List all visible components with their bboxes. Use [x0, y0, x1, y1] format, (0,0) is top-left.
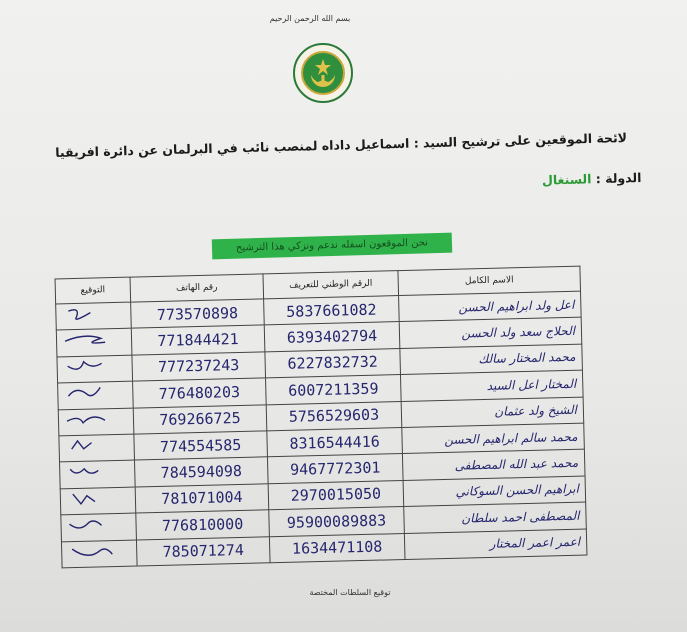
- handwritten-signature-icon: [62, 383, 122, 402]
- national-id-cell: 9467772301: [267, 454, 403, 484]
- signature-cell: [56, 328, 132, 356]
- endorsement-banner: نحن الموقعون اسفله ندعم ونزكي هذا الترشيح: [212, 233, 452, 260]
- name-cell: الحلاج سعد ولد الحسن: [399, 318, 582, 349]
- handwritten-signature-icon: [63, 436, 123, 455]
- signature-cell: [60, 460, 136, 488]
- name-cell: اعل ولد ابراهيم الحسن: [399, 291, 582, 322]
- column-national-id: الرقم الوطني للتعريف: [263, 271, 399, 299]
- name-cell: المصطفى احمد سلطان: [404, 502, 587, 533]
- signature-cell: [57, 355, 133, 383]
- phone-cell: 774554585: [134, 431, 268, 461]
- signature-cell: [58, 381, 134, 409]
- country-label: الدولة :: [595, 170, 642, 187]
- column-signature: التوقيع: [55, 277, 131, 304]
- mauritania-seal-icon: [292, 42, 354, 104]
- national-id-cell: 6393402794: [264, 322, 400, 352]
- name-cell: ابراهيم الحسن السوكاني: [403, 476, 586, 507]
- national-id-cell: 5837661082: [264, 296, 400, 326]
- handwritten-signature-icon: [60, 304, 120, 323]
- basmala: بسم الله الرحمن الرحيم: [269, 14, 351, 23]
- name-cell: اعمر اعمر المختار: [404, 529, 587, 560]
- national-id-cell: 6227832732: [265, 348, 401, 378]
- document-title: لائحة الموقعين على ترشيح السيد : اسماعيل داداه لمنصب نائب في البرلمان عن دائرة افريقيا: [55, 130, 628, 160]
- handwritten-signature-icon: [66, 541, 126, 560]
- phone-cell: 776480203: [133, 378, 267, 408]
- phone-cell: 785071274: [136, 536, 270, 566]
- phone-cell: 781071004: [135, 484, 269, 514]
- signature-cell: [59, 434, 135, 462]
- national-id-cell: 95900089883: [269, 507, 405, 537]
- phone-cell: 777237243: [132, 352, 266, 382]
- phone-cell: 773570898: [131, 299, 265, 329]
- handwritten-signature-icon: [63, 409, 123, 428]
- phone-cell: 771844421: [131, 325, 265, 355]
- column-phone: رقم الهاتف: [130, 274, 264, 302]
- phone-cell: 784594098: [135, 457, 269, 487]
- national-id-cell: 8316544416: [267, 427, 403, 457]
- handwritten-signature-icon: [65, 515, 125, 534]
- name-cell: محمد عبد الله المصطفى: [402, 449, 585, 480]
- national-id-cell: 2970015050: [268, 480, 404, 510]
- handwritten-signature-icon: [61, 357, 121, 376]
- name-cell: المختار اعل السيد: [400, 370, 583, 401]
- country-value: السنغال: [541, 171, 592, 188]
- national-id-cell: 6007211359: [266, 375, 402, 405]
- signature-cell: [60, 487, 136, 515]
- signature-cell: [61, 513, 137, 541]
- name-cell: محمد سالم ابراهيم الحسن: [402, 423, 585, 454]
- handwritten-signature-icon: [61, 330, 121, 349]
- phone-cell: 776810000: [136, 510, 270, 540]
- authority-signature-label: توقيع السلطات المختصة: [309, 588, 391, 597]
- name-cell: محمد المختار سالك: [400, 344, 583, 375]
- national-id-cell: 5756529603: [266, 401, 402, 431]
- signature-cell: [58, 408, 134, 436]
- signatories-table: [55, 266, 588, 569]
- name-cell: الشيخ ولد عثمان: [401, 397, 584, 428]
- national-id-cell: 1634471108: [269, 533, 405, 563]
- handwritten-signature-icon: [65, 489, 125, 508]
- column-name: الاسم الكامل: [398, 266, 581, 295]
- country-line: [541, 170, 641, 188]
- handwritten-signature-icon: [64, 462, 124, 481]
- phone-cell: 769266725: [133, 404, 267, 434]
- signature-cell: [56, 302, 132, 330]
- signature-cell: [61, 540, 137, 568]
